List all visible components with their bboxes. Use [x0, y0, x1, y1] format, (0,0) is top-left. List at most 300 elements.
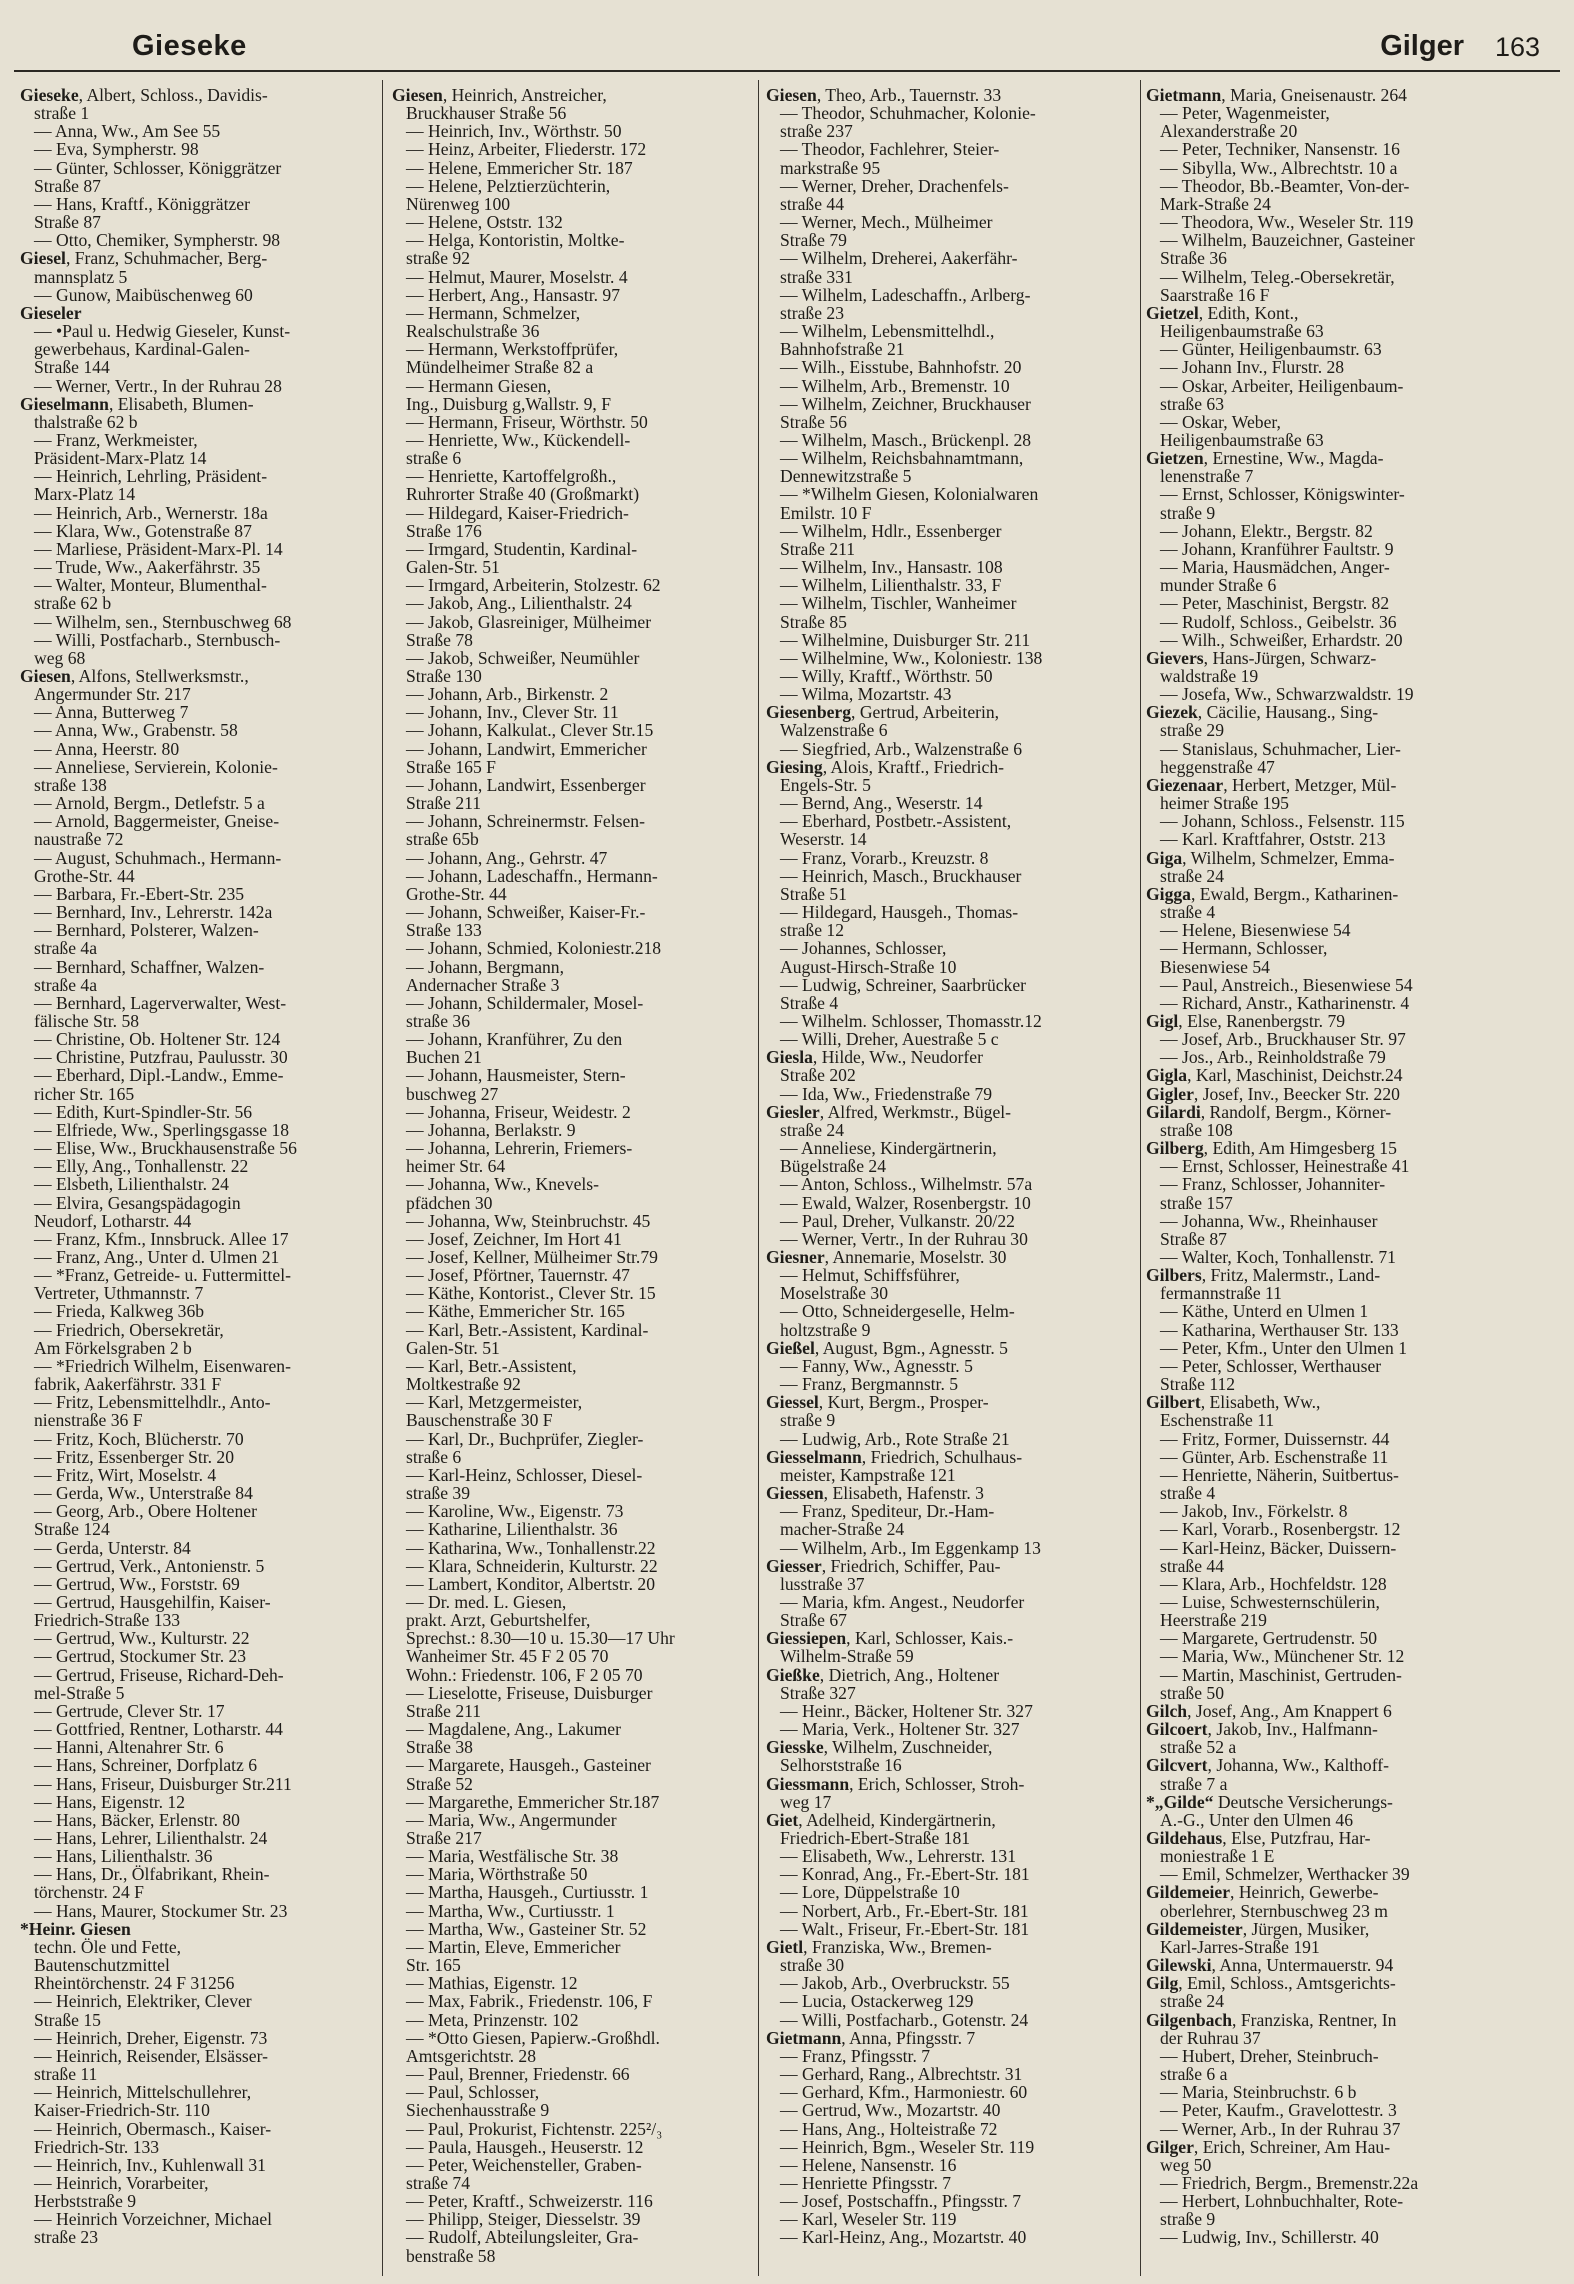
entry-line [392, 758, 750, 776]
entry-line-head [1146, 1266, 1508, 1284]
entry-text: — Rudolf, Abteilungsleiter, Gra- [406, 2227, 639, 2248]
entry-text: — Anna, Heerstr. 80 [34, 738, 180, 759]
surname: Gigga [1146, 883, 1191, 904]
entry-line [20, 122, 372, 140]
entry-line [1146, 1448, 1508, 1466]
entry-line [766, 195, 1136, 213]
entry-line [1146, 213, 1508, 231]
entry-text: , Edith, Am Himgesberg 15 [1203, 1138, 1397, 1159]
entry-text: — Paul, Prokurist, Fichtenstr. 225²/₃ [406, 2118, 663, 2139]
entry-text: straße 1 [34, 103, 90, 124]
entry-line [20, 540, 372, 558]
entry-line [20, 1611, 372, 1629]
entry-text: Straße 202 [780, 1065, 856, 1086]
entry-line [20, 1811, 372, 1829]
entry-line [1146, 1575, 1508, 1593]
entry-text: — Martha, Ww., Gasteiner Str. 52 [406, 1918, 647, 1939]
entry-text: — Franz, Schlosser, Johanniter- [1160, 1174, 1386, 1195]
entry-text: Dennewitzstraße 5 [780, 466, 912, 487]
surname: Gieseke [20, 86, 79, 105]
entry-line [766, 231, 1136, 249]
entry-text: — Karoline, Ww., Eigenstr. 73 [406, 1501, 624, 1522]
entry-line [1146, 231, 1508, 249]
column-divider [382, 80, 383, 2276]
entry-line-head [20, 86, 372, 104]
entry-text: — Johanna, Ww, Steinbruchstr. 45 [406, 1210, 651, 1231]
entry-text: Moltkestraße 92 [406, 1374, 521, 1395]
entry-text: — Gertrud, Stockumer Str. 23 [34, 1646, 247, 1667]
entry-line [20, 449, 372, 467]
entry-text: straße 24 [780, 1119, 845, 1140]
entry-line [766, 1012, 1136, 1030]
entry-text: — Wilhelm, Teleg.-Obersekretär, [1160, 266, 1395, 287]
entry-text: straße 4 [1160, 1483, 1216, 1504]
entry-text: — Ludwig, Arb., Rote Straße 21 [780, 1428, 1010, 1449]
surname: Gilcoert [1146, 1719, 1208, 1740]
entry-line [766, 885, 1136, 903]
entry-text: — Elfriede, Ww., Sperlingsgasse 18 [34, 1119, 290, 1140]
entry-text: , Anna, Pfingsstr. 7 [841, 2027, 976, 2048]
entry-line [1146, 1302, 1508, 1320]
entry-text: heimer Straße 195 [1160, 793, 1289, 814]
entry-line [392, 958, 750, 976]
entry-text: — Käthe, Emmericher Str. 165 [406, 1301, 625, 1322]
entry-line-head [1146, 1393, 1508, 1411]
entry-text: straße 52 a [1160, 1737, 1237, 1758]
entry-line [1146, 1666, 1508, 1684]
entry-line [392, 594, 750, 612]
entry-line [1146, 1938, 1508, 1956]
entry-text: — Wilhelmine, Duisburger Str. 211 [780, 629, 1031, 650]
column-4 [1146, 86, 1508, 2276]
entry-line [766, 2192, 1136, 2210]
entry-text: — Heinrich Vorzeichner, Michael [34, 2209, 273, 2230]
entry-text: — Wilhelm, Reichsbahnamtmann, [780, 448, 1024, 469]
entry-text: — Josef, Pförtner, Tauernstr. 47 [406, 1265, 630, 1286]
entry-text: A.-G., Unter den Ulmen 46 [1160, 1809, 1353, 1830]
entry-text: törchenstr. 24 F [34, 1882, 144, 1903]
entry-text: — Gertrud, Ww., Forststr. 69 [34, 1573, 240, 1594]
entry-line [20, 1865, 372, 1883]
entry-line [766, 249, 1136, 267]
entry-text: — Willi, Dreher, Auestraße 5 c [780, 1029, 999, 1050]
entry-line-head [20, 304, 372, 322]
entry-line [1146, 1811, 1508, 1829]
entry-text: — Friedrich, Obersekretär, [34, 1319, 224, 1340]
entry-text: , Else, Putzfrau, Har- [1222, 1828, 1371, 1848]
entry-line [1146, 395, 1508, 413]
entry-text: , Else, Ranenbergstr. 79 [1178, 1010, 1346, 1031]
entry-text: — Willi, Postfacharb., Sternbusch- [34, 629, 281, 650]
surname: Giesel [20, 248, 66, 269]
entry-text: — Peter, Kfm., Unter den Ulmen 1 [1160, 1337, 1408, 1358]
entry-text: richer Str. 165 [34, 1083, 135, 1104]
entry-text: — Jos., Arb., Reinholdstraße 79 [1160, 1047, 1386, 1068]
entry-line [392, 849, 750, 867]
entry-line [392, 776, 750, 794]
entry-line [766, 377, 1136, 395]
entry-text: straße 331 [780, 266, 853, 287]
entry-line [20, 1085, 372, 1103]
entry-text: Rheintörchenstr. 24 F 31256 [34, 1973, 235, 1994]
entry-line [392, 1339, 750, 1357]
entry-line [20, 2174, 372, 2192]
entry-line [766, 1520, 1136, 1538]
entry-line [392, 286, 750, 304]
entry-text: , Wilhelm, Zuschneider, [823, 1737, 993, 1758]
surname: Giesler [766, 1101, 820, 1122]
entry-line [20, 104, 372, 122]
entry-line [20, 2065, 372, 2083]
page-number: 163 [1494, 32, 1540, 62]
entry-line [766, 667, 1136, 685]
entry-line [392, 1611, 750, 1629]
entry-text: — Karl, Metzgermeister, [406, 1392, 583, 1413]
entry-text: , Franz, Schuhmacher, Berg- [65, 248, 268, 269]
entry-line [392, 2174, 750, 2192]
entry-line [392, 1793, 750, 1811]
column-3 [766, 86, 1136, 2276]
entry-line [392, 1539, 750, 1557]
entry-line [1146, 1194, 1508, 1212]
entry-text: — Margarete, Gertrudenstr. 50 [1160, 1628, 1378, 1649]
entry-text: — Richard, Anstr., Katharinenstr. 4 [1160, 992, 1410, 1013]
entry-line [1146, 159, 1508, 177]
entry-line [1146, 1647, 1508, 1665]
entry-line [20, 1157, 372, 1175]
entry-text: weg 68 [34, 647, 86, 668]
entry-text: meister, Kampstraße 121 [780, 1464, 956, 1485]
entry-line [1146, 740, 1508, 758]
entry-line [392, 322, 750, 340]
entry-line [392, 2083, 750, 2101]
entry-text: — Johann, Schloss., Felsenstr. 115 [1160, 811, 1405, 832]
entry-line [766, 1920, 1136, 1938]
entry-line [392, 104, 750, 122]
entry-text: Ing., Duisburg g,Wallstr. 9, F [406, 393, 611, 414]
entry-line [392, 231, 750, 249]
entry-text: — Günter, Heiligenbaumstr. 63 [1160, 339, 1382, 360]
entry-text: — Hans, Schreiner, Dorfplatz 6 [34, 1755, 258, 1776]
entry-line [1146, 721, 1508, 739]
entry-text: — Heinz, Arbeiter, Fliederstr. 172 [406, 139, 647, 160]
entry-text: — Johanna, Berlakstr. 9 [406, 1119, 576, 1140]
entry-line [766, 921, 1136, 939]
surname: *Heinr. Giesen [20, 1918, 131, 1939]
entry-text: — Bernhard, Inv., Lehrerstr. 142a [34, 902, 273, 923]
entry-text: Bügelstraße 24 [780, 1156, 887, 1177]
entry-line [1146, 1992, 1508, 2010]
entry-line [1146, 758, 1508, 776]
entry-text: — Peter, Kaufm., Gravelottestr. 3 [1160, 2100, 1397, 2121]
entry-line [20, 2156, 372, 2174]
entry-text: , Maria, Gneisenaustr. 264 [1221, 86, 1407, 105]
entry-text: — Wilhelm, Lebensmittelhdl., [780, 321, 995, 342]
entry-line [392, 1829, 750, 1847]
entry-line [766, 1121, 1136, 1139]
entry-text: Selhorststraße 16 [780, 1755, 902, 1776]
entry-line [20, 867, 372, 885]
surname: Gietl [766, 1936, 804, 1957]
entry-line [20, 2083, 372, 2101]
entry-text: — Helga, Kontoristin, Moltke- [406, 230, 625, 251]
entry-line [20, 1902, 372, 1920]
surname: Gilcvert [1146, 1755, 1208, 1776]
entry-text: — Hans, Dr., Ölfabrikant, Rhein- [34, 1864, 270, 1885]
entry-line [20, 286, 372, 304]
surname: Giessmann [766, 1773, 850, 1794]
entry-line-head [766, 2029, 1136, 2047]
entry-line [392, 1194, 750, 1212]
entry-text: , Adelheid, Kindergärtnerin, [798, 1809, 996, 1830]
entry-line [766, 449, 1136, 467]
entry-line [1146, 268, 1508, 286]
entry-line [766, 994, 1136, 1012]
entry-line-head [766, 1738, 1136, 1756]
entry-line [1146, 794, 1508, 812]
entry-text: — Helene, Emmericher Str. 187 [406, 157, 633, 178]
entry-line [20, 177, 372, 195]
entry-text: — Johann Inv., Flurstr. 28 [1160, 357, 1345, 378]
entry-line [1146, 322, 1508, 340]
entry-line [1146, 558, 1508, 576]
entry-line [392, 1502, 750, 1520]
entry-text: — Siegfried, Arb., Walzenstraße 6 [780, 738, 1023, 759]
entry-text: straße 44 [780, 193, 845, 214]
entry-text: — Franz, Bergmannstr. 5 [780, 1374, 959, 1395]
entry-text: , Hans-Jürgen, Schwarz- [1203, 647, 1377, 668]
entry-text: , Cäcilie, Hausang., Sing- [1197, 702, 1379, 723]
entry-text: , Herbert, Metzger, Mül- [1223, 774, 1397, 795]
entry-line [20, 794, 372, 812]
entry-line [20, 322, 372, 340]
entry-text: Herbststraße 9 [34, 2191, 137, 2212]
entry-text: — Paul, Schlosser, [406, 2082, 540, 2103]
entry-line [1146, 994, 1508, 1012]
entry-line [392, 540, 750, 558]
entry-line [766, 140, 1136, 158]
surname: Giesser [766, 1555, 822, 1576]
entry-text: — Maria, Steinbruchstr. 6 b [1160, 2082, 1357, 2103]
entry-line [766, 1194, 1136, 1212]
entry-text: — Hans, Friseur, Duisburger Str.211 [34, 1773, 292, 1794]
entry-text: — Wilhelm, Arb., Im Eggenkamp 13 [780, 1537, 1041, 1558]
entry-text: — Theodor, Bb.-Beamter, Von-der- [1160, 175, 1410, 196]
entry-text: Bahnhofstraße 21 [780, 339, 905, 360]
surname: Gilardi [1146, 1101, 1201, 1122]
entry-text: Straße 87 [34, 212, 101, 233]
entry-text: — Fritz, Essenberger Str. 20 [34, 1446, 235, 1467]
entry-text: Straße 38 [406, 1737, 473, 1758]
surname: Giesing [766, 756, 823, 777]
entry-text: Straße 217 [406, 1828, 482, 1848]
surname: Giesen [766, 86, 817, 105]
entry-line [1146, 1466, 1508, 1484]
entry-text: — Gertrud, Ww., Mozartstr. 40 [780, 2100, 1001, 2121]
entry-line [766, 1411, 1136, 1429]
entry-text: — Ernst, Schlosser, Heinestraße 41 [1160, 1156, 1410, 1177]
entry-line [1146, 921, 1508, 939]
entry-text: straße 4a [34, 938, 98, 959]
entry-line [392, 576, 750, 594]
entry-line [20, 1684, 372, 1702]
surname: Gilberg [1146, 1138, 1204, 1159]
entry-line [20, 195, 372, 213]
entry-line-head [766, 1048, 1136, 1066]
entry-line [1146, 1175, 1508, 1193]
column-1 [20, 86, 372, 2276]
entry-line-head [1146, 2138, 1508, 2156]
entry-text: , August, Bgm., Agnesstr. 5 [814, 1337, 1008, 1358]
entry-text: — Theodor, Fachlehrer, Steier- [780, 139, 1000, 160]
entry-text: , Dietrich, Ang., Holtener [819, 1664, 1000, 1685]
entry-text: — Lieselotte, Friseuse, Duisburger [406, 1682, 653, 1703]
entry-text: — Johann, Landwirt, Emmericher [406, 738, 647, 759]
entry-line [766, 1684, 1136, 1702]
entry-line [766, 1865, 1136, 1883]
entry-line [1146, 340, 1508, 358]
entry-line-head [1146, 1066, 1508, 1084]
entry-line-head [1146, 1829, 1508, 1847]
entry-text: — Johann, Kranführer, Zu den [406, 1029, 623, 1050]
entry-line [20, 613, 372, 631]
entry-text: — Franz, Vorarb., Kreuzstr. 8 [780, 847, 989, 868]
entry-line [392, 340, 750, 358]
entry-text: — Josef, Zeichner, Im Hort 41 [406, 1228, 622, 1249]
entry-line [766, 1575, 1136, 1593]
entry-text: — Gertrud, Friseuse, Richard-Deh- [34, 1664, 284, 1685]
entry-line [766, 1030, 1136, 1048]
entry-text: — Günter, Arb. Eschenstraße 11 [1160, 1446, 1389, 1467]
entry-text: Straße 87 [1160, 1228, 1227, 1249]
entry-line [766, 1321, 1136, 1339]
entry-line [1146, 1738, 1508, 1756]
surname: Giesenberg [766, 702, 852, 723]
entry-text: — Bernd, Ang., Weserstr. 14 [780, 793, 983, 814]
entry-line [766, 613, 1136, 631]
entry-text: Straße 56 [780, 411, 847, 432]
entry-line [392, 2156, 750, 2174]
entry-text: Straße 130 [406, 666, 482, 686]
entry-text: Neudorf, Lotharstr. 44 [34, 1210, 192, 1231]
entry-text: Friedrich-Ebert-Straße 181 [780, 1828, 971, 1848]
entry-line [1146, 1375, 1508, 1393]
entry-text: — Eva, Sympherstr. 98 [34, 139, 199, 160]
entry-line [20, 1448, 372, 1466]
entry-line [392, 703, 750, 721]
entry-text: , Josef, Inv., Beecker Str. 220 [1193, 1083, 1400, 1104]
entry-text: — Heinrich, Masch., Bruckhauser [780, 865, 1022, 886]
entry-line [766, 1357, 1136, 1375]
entry-text: — Elsbeth, Lilienthalstr. 24 [34, 1174, 229, 1195]
entry-text: — Heinrich, Bgm., Weseler Str. 119 [780, 2136, 1035, 2157]
entry-text: Straße 79 [780, 230, 847, 251]
entry-text: fermannstraße 11 [1160, 1283, 1282, 1304]
entry-line-head [1146, 86, 1508, 104]
entry-text: Ruhrorter Straße 40 (Großmarkt) [406, 484, 640, 505]
entry-text: — Johanna, Ww., Rheinhauser [1160, 1210, 1378, 1231]
entry-text: — Irmgard, Studentin, Kardinal- [406, 538, 638, 559]
entry-line [20, 1647, 372, 1665]
entry-text: straße 63 [1160, 393, 1225, 414]
entry-text: — Johann, Schreinermstr. Felsen- [406, 811, 645, 832]
entry-line [392, 1775, 750, 1793]
surname: Giga [1146, 847, 1183, 868]
entry-line [1146, 1557, 1508, 1575]
entry-text: — Elly, Ang., Tonhallenstr. 22 [34, 1156, 249, 1177]
page-header [0, 0, 1574, 76]
entry-text: August-Hirsch-Straße 10 [780, 956, 957, 977]
surname: Gilewski [1146, 1955, 1212, 1976]
entry-line [20, 903, 372, 921]
entry-text: — Arnold, Bergm., Detlefstr. 5 a [34, 793, 265, 814]
entry-line [392, 1139, 750, 1157]
entry-text: — Werner, Mech., Mülheimer [780, 212, 993, 233]
entry-text: — Mathias, Eigenstr. 12 [406, 1973, 578, 1994]
entry-text: Grothe-Str. 44 [34, 865, 135, 886]
entry-line [1146, 104, 1508, 122]
entry-text: — Maria, Verk., Holtener Str. 327 [780, 1719, 1020, 1740]
entry-text: — Maria, kfm. Angest., Neudorfer [780, 1591, 1025, 1612]
entry-text: — Anna, Butterweg 7 [34, 702, 189, 723]
entry-line-head [1146, 1920, 1508, 1938]
entry-line [1146, 249, 1508, 267]
entry-line [20, 1702, 372, 1720]
entry-text: Amtsgerichtstr. 28 [406, 2045, 536, 2066]
entry-line-head [766, 703, 1136, 721]
entry-line [766, 358, 1136, 376]
entry-line [1146, 1230, 1508, 1248]
entry-line [20, 1030, 372, 1048]
entry-text: — Barbara, Fr.-Ebert-Str. 235 [34, 883, 245, 904]
entry-text: straße 23 [34, 2227, 99, 2248]
entry-text: — Fritz, Former, Duissernstr. 44 [1160, 1428, 1390, 1449]
entry-text: — Paula, Hausgeh., Heuserstr. 12 [406, 2136, 644, 2157]
entry-line [766, 1266, 1136, 1284]
entry-line [766, 594, 1136, 612]
entry-line [20, 758, 372, 776]
entry-text: straße 29 [1160, 720, 1225, 741]
entry-text: , Karl, Schlosser, Kais.- [846, 1628, 1014, 1649]
entry-text: — Maria, Hausmädchen, Anger- [1160, 557, 1390, 578]
surname: Giesske [766, 1737, 824, 1758]
entry-text: — Helene, Nansenstr. 16 [780, 2154, 957, 2175]
entry-text: Biesenwiese 54 [1160, 956, 1270, 977]
entry-line [766, 849, 1136, 867]
entry-line [392, 1466, 750, 1484]
entry-line [20, 576, 372, 594]
entry-text: — Helene, Pelztierzüchterin, [406, 175, 611, 196]
entry-text: — Wilhelmine, Ww., Koloniestr. 138 [780, 647, 1043, 668]
entry-line [766, 177, 1136, 195]
entry-text: — Peter, Kraftf., Schweizerstr. 116 [406, 2191, 653, 2212]
entry-line [1146, 976, 1508, 994]
surname: Giessiepen [766, 1628, 847, 1649]
entry-line [392, 1448, 750, 1466]
entry-text: straße 9 [1160, 502, 1216, 523]
entry-line [392, 504, 750, 522]
entry-line [1146, 485, 1508, 503]
entry-line [392, 268, 750, 286]
entry-line [1146, 1339, 1508, 1357]
entry-text: — Margarethe, Emmericher Str.187 [406, 1791, 660, 1812]
entry-line [1146, 867, 1508, 885]
entry-line [766, 2011, 1136, 2029]
entry-line [766, 1302, 1136, 1320]
entry-line [1146, 1157, 1508, 1175]
entry-line [20, 2192, 372, 2210]
entry-text: — Heinrich, Lehrling, Präsident- [34, 466, 268, 487]
